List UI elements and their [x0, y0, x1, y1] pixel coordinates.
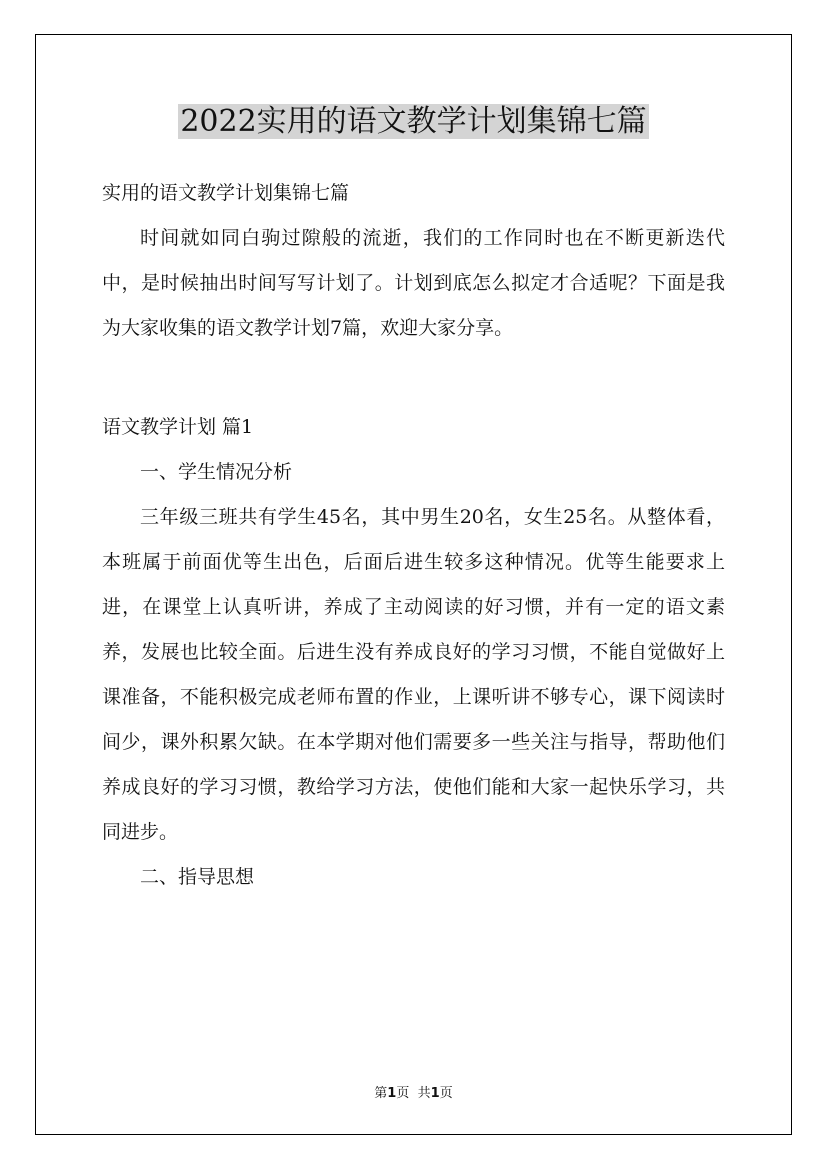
part-body-1: 三年级三班共有学生45名，其中男生20名，女生25名。从整体看，本班属于前面优等生出色，后面后进生较多这种情况。优等生能要求上进，在课堂上认真听讲，养成了主动阅读的好习惯，并有一定的语文素养，发展也比较全面。后进生没有养成良好的学习习惯，不能自觉做好上课准备，不能积极完成老师布置的作业，上课听讲不够专心，课下阅读时间少，课外积累欠缺。在本学期对他们需要多一些关注与指导，帮助他们养成良好的学习习惯，教给学习方法，使他们能和大家一起快乐学习，共同进步。	[102, 506, 725, 843]
part-heading-1: 一、学生情况分析	[140, 461, 293, 483]
intro-paragraph: 时间就如同白驹过隙般的流逝，我们的工作同时也在不断更新迭代中，是时候抽出时间写写计划了。计划到底怎么拟定才合适呢？下面是我为大家收集的语文教学计划7篇，欢迎大家分享。	[102, 227, 725, 339]
paragraph-gap	[102, 351, 725, 405]
footer-page-prefix: 第	[374, 1086, 388, 1101]
footer-total-number: 1	[430, 1086, 440, 1101]
document-body	[102, 171, 725, 900]
footer-total-suffix: 页	[439, 1086, 453, 1101]
section-heading: 语文教学计划 篇1	[102, 416, 254, 438]
part-heading-2: 二、指导思想	[140, 866, 255, 888]
footer-page-suffix: 页	[396, 1086, 410, 1101]
document-title	[0, 100, 827, 144]
document-title-text: 2022实用的语文教学计划集锦七篇	[180, 104, 647, 139]
footer-page-number: 1	[387, 1086, 397, 1101]
footer-total-prefix: 共	[417, 1086, 431, 1101]
page-footer	[0, 1082, 827, 1101]
document-subtitle: 实用的语文教学计划集锦七篇	[102, 182, 350, 204]
